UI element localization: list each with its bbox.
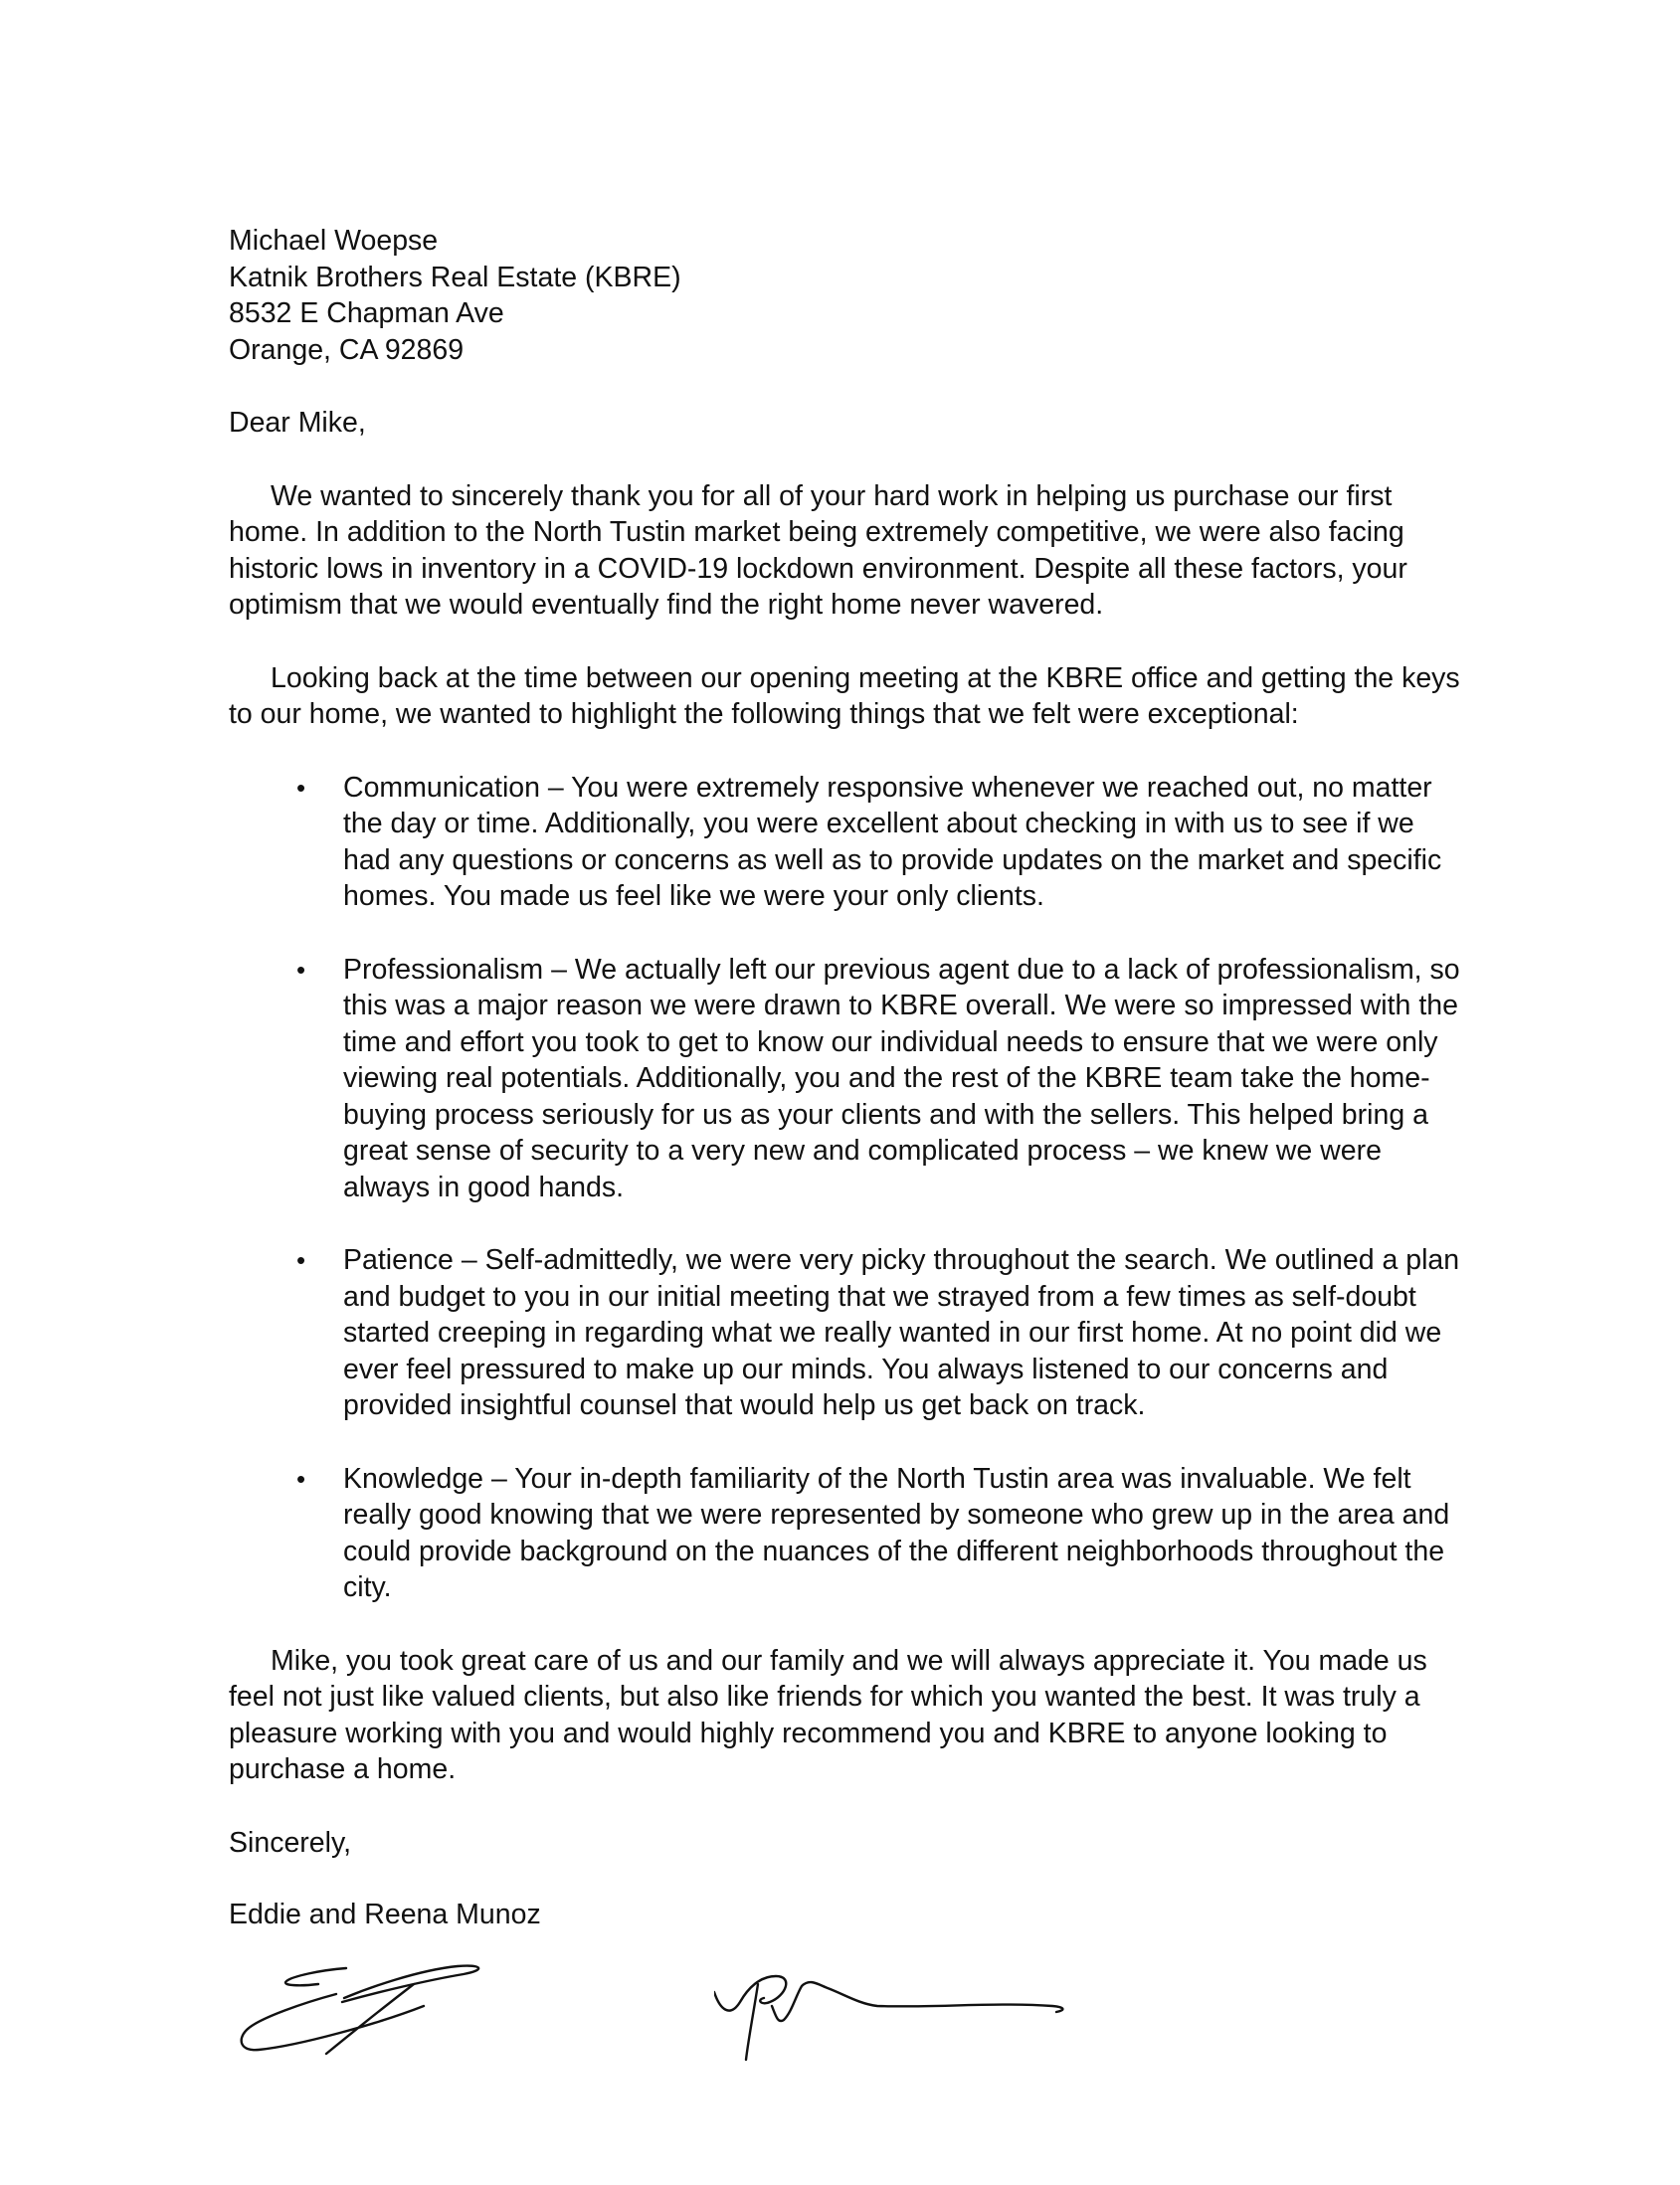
- signature-stroke: [242, 1966, 478, 2054]
- letter-body: [229, 223, 1462, 1933]
- bullet-dot-icon: •: [296, 1463, 306, 1494]
- closing: Sincerely,: [229, 1826, 352, 1859]
- recipient-city-state-zip: Orange, CA 92869: [229, 333, 465, 366]
- bullet-dot-icon: •: [296, 954, 306, 985]
- highlights-list: [229, 770, 1462, 1606]
- recipient-name: Michael Woepse: [229, 225, 439, 257]
- bullet-dot-icon: •: [296, 772, 306, 803]
- highlight-professionalism: [229, 952, 1462, 1206]
- recipient-company: Katnik Brothers Real Estate (KBRE): [229, 261, 681, 293]
- highlight-communication: [229, 770, 1462, 915]
- bullet-dot-icon: •: [296, 1245, 306, 1275]
- highlight-text: Patience – Self-admittedly, we were very picky throughout the search. We outlined a plan and budget to you in our initial meeting that we strayed from a few times as self-doubt started creeping in regarding what we really wanted in our first home. At no point did we ever feel pressured to make up our minds. You always listened to our concerns and provided insightful counsel that would help us get back on track.: [343, 1244, 1460, 1421]
- lookback-paragraph: Looking back at the time between our opening meeting at the KBRE office and getting the keys to our home, we wanted to highlight the following things that we felt were exceptional:: [229, 661, 1460, 730]
- highlight-text: Professionalism – We actually left our previous agent due to a lack of professionalism, so this was a major reason we were drawn to KBRE overall. We were so impressed with the time and effort you took to get to know our individual needs to ensure that we were only viewing real potentials. Additionally, you and the rest of the KBRE team take the home-buying process seriously for us as your clients and with the sellers. This helped bring a great sense of security to a very new and complicated process – we knew we were always in good hands.: [343, 953, 1460, 1203]
- closing-paragraph: Mike, you took great care of us and our family and we will always appreciate it. You made us feel not just like valued clients, but also like friends for which you wanted the best. It was truly a pleasure working with you and would highly recommend you and KBRE to anyone looking to purchase a home.: [229, 1644, 1427, 1785]
- highlight-text: Knowledge – Your in-depth familiarity of the North Tustin area was invaluable. We felt really good knowing that we were represented by someone who grew up in the area and could provide background on the nuances of the different neighborhoods throughout the city.: [343, 1462, 1450, 1603]
- signature-stroke: [714, 1976, 1062, 2060]
- salutation: Dear Mike,: [229, 407, 366, 439]
- signers-names: Eddie and Reena Munoz: [229, 1899, 541, 1930]
- highlight-knowledge: [229, 1461, 1462, 1606]
- highlight-text: Communication – You were extremely responsive whenever we reached out, no matter the day or time. Additionally, you were excellent about checking in with us to see if we had any questions or concerns as well as to provide updates on the market and specific homes. You made us feel like we were your only clients.: [343, 771, 1442, 912]
- recipient-address-block: [229, 223, 1462, 368]
- signatures-area: [229, 1954, 1184, 2074]
- highlight-patience: [229, 1242, 1462, 1424]
- signature-reena: [714, 1962, 1152, 2072]
- recipient-street: 8532 E Chapman Ave: [229, 297, 504, 329]
- signature-eddie: [229, 1954, 557, 2064]
- intro-paragraph: We wanted to sincerely thank you for all of your hard work in helping us purchase our first home. In addition to the North Tustin market being extremely competitive, we were also facing historic lows in inventory in a COVID-19 lockdown environment. Despite all these factors, your optimism that we would eventually find the right home never wavered.: [229, 479, 1407, 621]
